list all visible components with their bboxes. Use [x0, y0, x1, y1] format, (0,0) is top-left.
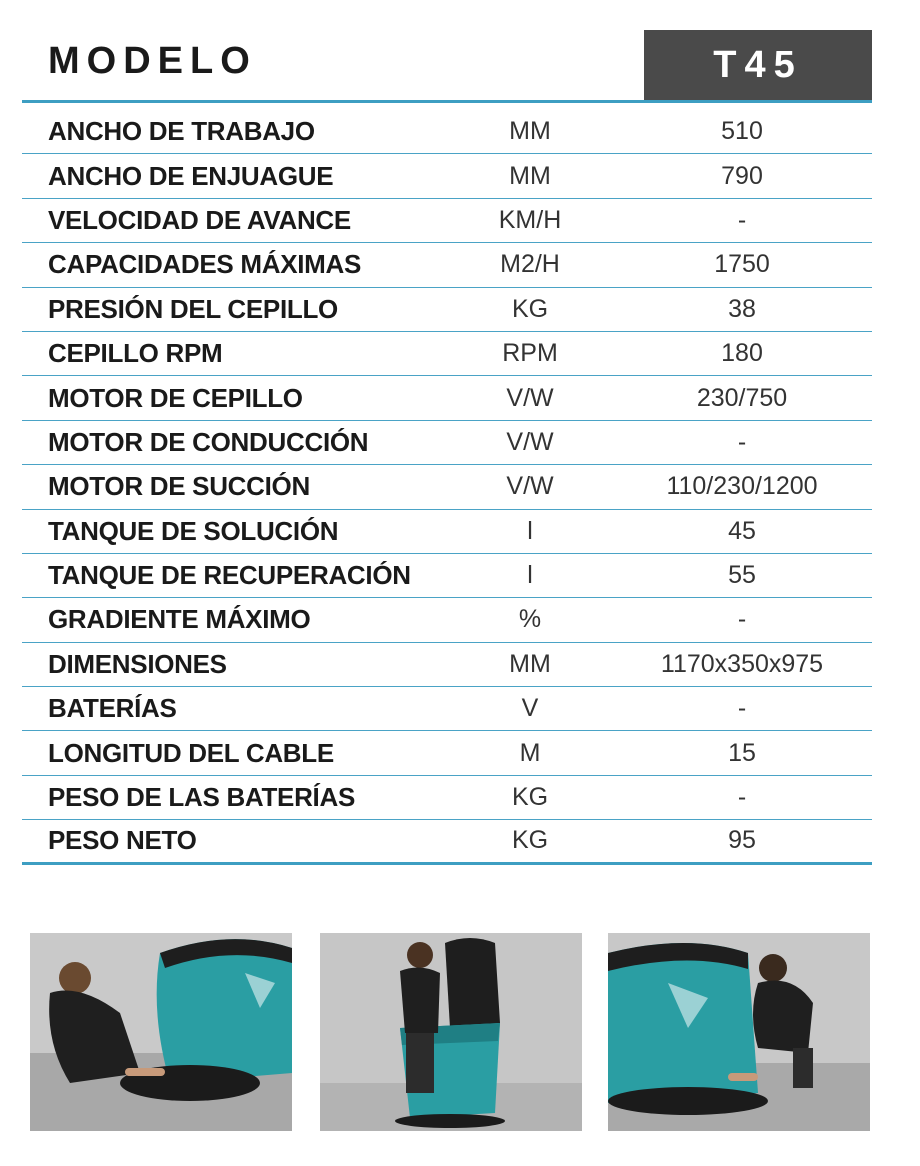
spec-label: MOTOR DE CONDUCCIÓN — [48, 426, 369, 457]
spec-value: 38 — [728, 294, 756, 323]
spec-value: 110/230/1200 — [666, 472, 818, 501]
spec-label: VELOCIDAD DE AVANCE — [48, 204, 351, 235]
photo-tank-inspection — [320, 933, 582, 1131]
spec-row — [22, 288, 872, 332]
spec-row — [22, 731, 872, 775]
spec-value: - — [737, 694, 747, 723]
spec-unit: M2/H — [500, 250, 560, 279]
spec-row — [22, 598, 872, 642]
spec-row — [22, 243, 872, 287]
spec-label: ANCHO DE TRABAJO — [48, 116, 315, 147]
model-header — [22, 30, 872, 104]
spec-unit: KM/H — [498, 205, 562, 234]
spec-row — [22, 687, 872, 731]
spec-row — [22, 332, 872, 376]
spec-unit: M — [519, 738, 541, 767]
spec-label: BATERÍAS — [48, 693, 177, 724]
photo-brush-installation — [30, 933, 292, 1131]
spec-row — [22, 465, 872, 509]
spec-value: 1750 — [714, 250, 770, 279]
model-name-badge: T45 — [644, 30, 872, 100]
spec-table — [22, 110, 872, 865]
spec-row — [22, 421, 872, 465]
spec-value: - — [737, 605, 747, 634]
spec-label: GRADIENTE MÁXIMO — [48, 604, 311, 635]
photo-squeegee-adjustment — [608, 933, 870, 1131]
spec-label: ANCHO DE ENJUAGUE — [48, 160, 334, 191]
spec-value: - — [737, 427, 747, 456]
spec-label: TANQUE DE RECUPERACIÓN — [48, 560, 411, 591]
spec-label: PESO DE LAS BATERÍAS — [48, 782, 356, 813]
spec-unit: MM — [509, 117, 551, 146]
spec-row — [22, 510, 872, 554]
spec-row — [22, 376, 872, 420]
spec-unit: KG — [511, 783, 549, 812]
model-title: MODELO — [48, 40, 257, 82]
spec-value: 790 — [721, 161, 763, 190]
spec-value: 230/750 — [696, 383, 788, 412]
spec-value: - — [737, 783, 747, 812]
spec-value: 15 — [728, 738, 756, 767]
spec-label: CEPILLO RPM — [48, 338, 223, 369]
spec-row — [22, 110, 872, 154]
spec-unit: V/W — [506, 472, 554, 501]
spec-label: LONGITUD DEL CABLE — [48, 737, 334, 768]
spec-row — [22, 154, 872, 198]
spec-row — [22, 199, 872, 243]
spec-unit: MM — [509, 161, 551, 190]
spec-value: - — [737, 205, 747, 234]
spec-row — [22, 776, 872, 820]
spec-unit: % — [518, 605, 542, 634]
spec-unit: l — [527, 561, 533, 590]
spec-unit: V/W — [506, 427, 554, 456]
spec-label: MOTOR DE CEPILLO — [48, 382, 303, 413]
spec-label: MOTOR DE SUCCIÓN — [48, 471, 310, 502]
spec-row — [22, 643, 872, 687]
spec-label: PRESIÓN DEL CEPILLO — [48, 293, 338, 324]
spec-value: 1170x350x975 — [660, 649, 824, 678]
spec-value: 55 — [728, 561, 756, 590]
header-divider — [22, 100, 872, 103]
spec-value: 180 — [721, 339, 763, 368]
spec-unit: KG — [511, 826, 549, 855]
spec-value: 510 — [721, 117, 763, 146]
spec-unit: MM — [509, 649, 551, 678]
spec-unit: KG — [511, 294, 549, 323]
spec-label: CAPACIDADES MÁXIMAS — [48, 249, 362, 280]
spec-label: DIMENSIONES — [48, 648, 227, 679]
spec-row — [22, 820, 872, 864]
photo-strip — [30, 933, 870, 1133]
spec-unit: RPM — [502, 339, 558, 368]
spec-label: PESO NETO — [48, 825, 197, 856]
spec-unit: l — [527, 516, 533, 545]
spec-label: TANQUE DE SOLUCIÓN — [48, 515, 339, 546]
spec-row — [22, 554, 872, 598]
spec-value: 45 — [728, 516, 756, 545]
spec-value: 95 — [728, 826, 756, 855]
spec-unit: V/W — [506, 383, 554, 412]
spec-unit: V — [521, 694, 539, 723]
